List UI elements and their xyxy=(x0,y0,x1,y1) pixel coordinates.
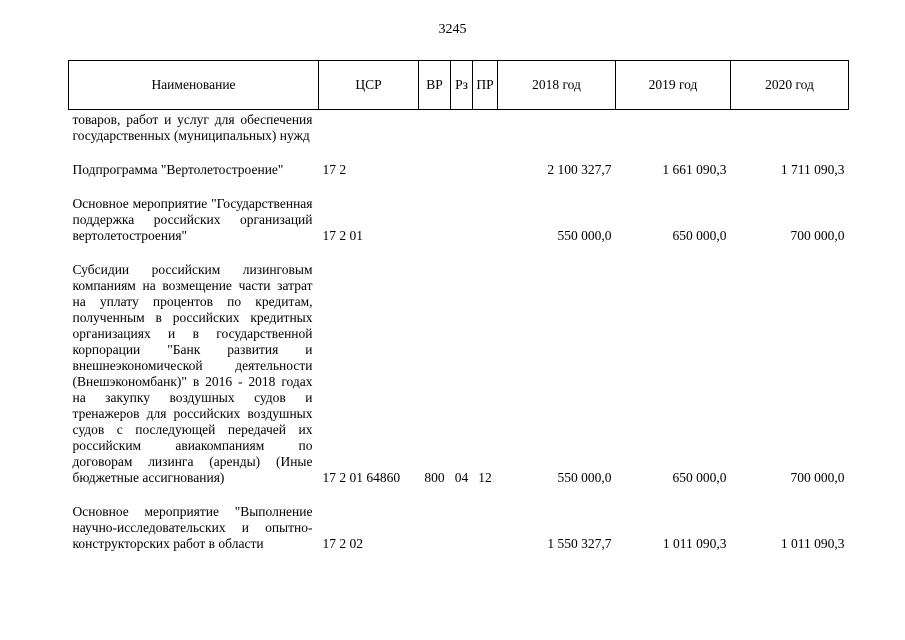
row-vr xyxy=(419,486,451,552)
row-2018: 1 550 327,7 xyxy=(547,536,612,551)
row-pr xyxy=(473,110,498,145)
row-rz xyxy=(451,178,473,244)
row-2020: 1 011 090,3 xyxy=(780,536,845,551)
header-vr: ВР xyxy=(419,61,451,110)
row-csr xyxy=(319,110,419,145)
page-number: 3245 xyxy=(438,22,467,37)
row-2019: 1 011 090,3 xyxy=(662,536,727,551)
table-header-row xyxy=(69,61,849,110)
row-csr: 17 2 xyxy=(322,162,347,177)
row-pr xyxy=(473,178,498,244)
row-2018: 550 000,0 xyxy=(557,228,612,243)
row-csr: 17 2 02 xyxy=(322,536,363,551)
row-2020: 1 711 090,3 xyxy=(780,162,845,177)
row-vr: 800 xyxy=(424,470,445,485)
row-rz xyxy=(451,144,473,178)
budget-table xyxy=(68,60,849,552)
table-row xyxy=(69,110,849,145)
table-row xyxy=(69,244,849,486)
table-row xyxy=(69,486,849,552)
row-2020: 700 000,0 xyxy=(790,228,845,243)
row-2020: 700 000,0 xyxy=(790,470,845,485)
row-pr xyxy=(473,486,498,552)
table-row xyxy=(69,178,849,244)
row-2018 xyxy=(498,110,616,145)
row-2019 xyxy=(616,110,731,145)
row-name: товаров, работ и услуг для обеспечения государственных (муниципальных) нужд xyxy=(72,112,313,143)
row-vr xyxy=(419,144,451,178)
row-vr xyxy=(419,178,451,244)
row-rz: 04 xyxy=(454,470,469,485)
row-rz xyxy=(451,110,473,145)
row-csr: 17 2 01 xyxy=(322,228,363,243)
row-2020 xyxy=(731,110,849,145)
row-vr xyxy=(419,110,451,145)
row-2019: 1 661 090,3 xyxy=(662,162,727,177)
header-rz: Рз xyxy=(451,61,473,110)
header-csr: ЦСР xyxy=(319,61,419,110)
header-pr: ПР xyxy=(473,61,498,110)
row-pr xyxy=(473,144,498,178)
row-2018: 2 100 327,7 xyxy=(547,162,612,177)
row-name: Основное мероприятие "Выполнение научно-исследовательских и опытно-конструкторских работ в области xyxy=(72,504,313,551)
row-name: Подпрограмма "Вертолетостроение" xyxy=(72,162,284,177)
row-rz xyxy=(451,486,473,552)
row-name: Субсидии российским лизинговым компаниям на возмещение части затрат на уплату процентов по кредитам, полученным в российских кредитных организациях и в государственной корпорации "Банк развития и внешнеэкономической деятельности (Внешэкономбанк)" в 2016 - 2018 годах на закупку воздушных судов и тренажеров для российских воздушных судов с последующей передачей их российским авиакомпаниям по договорам лизинга (аренды) (Иные бюджетные ассигнования) xyxy=(72,262,313,485)
row-2019: 650 000,0 xyxy=(672,470,727,485)
row-pr: 12 xyxy=(478,470,492,485)
header-name: Наименование xyxy=(69,61,319,110)
header-2019: 2019 год xyxy=(616,61,731,110)
header-2018: 2018 год xyxy=(498,61,616,110)
row-csr: 17 2 01 64860 xyxy=(322,470,401,485)
row-2019: 650 000,0 xyxy=(672,228,727,243)
header-2020: 2020 год xyxy=(731,61,849,110)
table-row xyxy=(69,144,849,178)
row-name: Основное мероприятие "Государственная поддержка российских организаций вертолетостроения" xyxy=(72,196,313,243)
row-2018: 550 000,0 xyxy=(557,470,612,485)
